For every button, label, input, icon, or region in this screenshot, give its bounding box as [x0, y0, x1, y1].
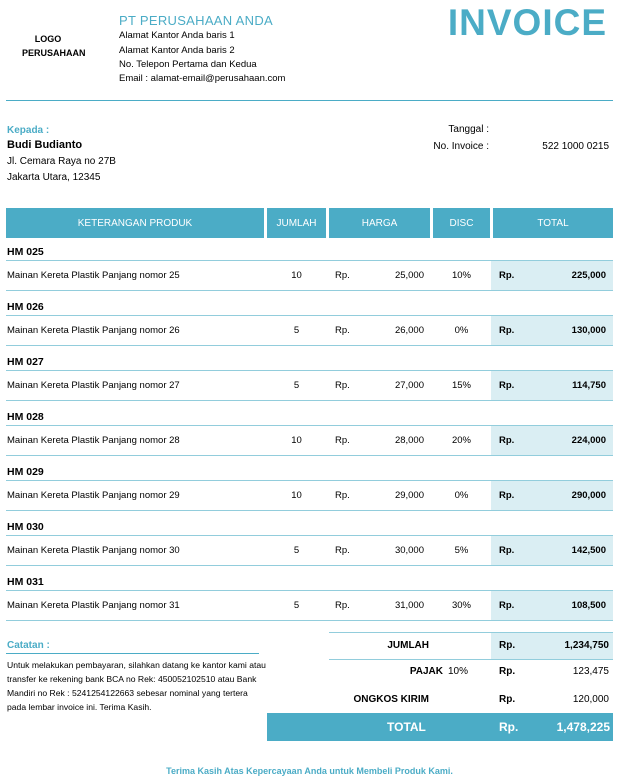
- company-address-line-1: Alamat Kantor Anda baris 1: [119, 30, 235, 41]
- subtotal-value: 1,234,750: [564, 640, 609, 651]
- item-discount: 10%: [451, 270, 471, 281]
- header-price: HARGA: [329, 208, 430, 238]
- item-quantity: 10: [291, 270, 302, 281]
- price-currency: Rp.: [335, 490, 350, 501]
- customer-address-line-1: Jl. Cemara Raya no 27B: [7, 156, 116, 167]
- total-currency: Rp.: [499, 435, 515, 446]
- item-quantity: 5: [293, 325, 300, 336]
- item-discount: 0%: [454, 325, 469, 336]
- tax-currency: Rp.: [499, 666, 516, 677]
- shipping-value: 120,000: [572, 694, 609, 705]
- item-total: 142,500: [571, 545, 606, 556]
- company-name: PT PERUSAHAAN ANDA: [119, 13, 273, 28]
- invoice-number-value: 522 1000 0215: [542, 141, 609, 152]
- price-currency: Rp.: [335, 600, 350, 611]
- header-divider: [6, 100, 613, 101]
- price-currency: Rp.: [335, 380, 350, 391]
- thank-you-note: Terima Kasih Atas Kepercayaan Anda untuk Membeli Produk Kami.: [166, 766, 453, 776]
- item-total: 130,000: [571, 325, 606, 336]
- tax-label: PAJAK: [409, 666, 443, 677]
- item-discount: 5%: [454, 545, 469, 556]
- tax-rate: 10%: [448, 666, 469, 677]
- item-discount: 20%: [451, 435, 471, 446]
- item-code: HM 027: [7, 356, 44, 368]
- tax-value: 123,475: [572, 666, 609, 677]
- item-code: HM 030: [7, 521, 44, 533]
- item-code: HM 025: [7, 246, 44, 258]
- item-description: Mainan Kereta Plastik Panjang nomor 31: [7, 600, 180, 611]
- item-quantity: 5: [293, 545, 300, 556]
- item-discount: 0%: [454, 490, 469, 501]
- item-quantity: 10: [291, 435, 302, 446]
- total-currency: Rp.: [499, 600, 515, 611]
- summary-divider: [329, 659, 613, 660]
- date-label: Tanggal :: [448, 124, 489, 135]
- table-row: [6, 370, 613, 401]
- item-price: 26,000: [394, 325, 424, 336]
- item-description: Mainan Kereta Plastik Panjang nomor 27: [7, 380, 180, 391]
- notes-text: Untuk melakukan pembayaran, silahkan datang ke kantor kami atau transfer ke rekening bank BCA no Rek: 450052102510 atau Bank Mandiri no Rek : 5241254122663 sebesar nominal yang tertera pada lembar invoice ini. Terima Kasih.: [7, 660, 266, 712]
- item-total: 108,500: [571, 600, 606, 611]
- table-row: [6, 315, 613, 346]
- grand-total-value: 1,478,225: [556, 720, 610, 734]
- price-currency: Rp.: [335, 435, 350, 446]
- logo-line-2: PERUSAHAAN: [22, 48, 86, 58]
- company-phone: No. Telepon Pertama dan Kedua: [119, 59, 257, 70]
- logo-line-1: LOGO: [34, 34, 62, 44]
- total-currency: Rp.: [499, 380, 515, 391]
- company-address-line-2: Alamat Kantor Anda baris 2: [119, 45, 235, 56]
- item-price: 28,000: [394, 435, 424, 446]
- shipping-currency: Rp.: [499, 694, 516, 705]
- item-price: 27,000: [394, 380, 424, 391]
- item-description: Mainan Kereta Plastik Panjang nomor 29: [7, 490, 180, 501]
- table-row: [6, 480, 613, 511]
- item-code: HM 028: [7, 411, 44, 423]
- table-row: [6, 590, 613, 621]
- item-price: 30,000: [394, 545, 424, 556]
- item-quantity: 10: [291, 490, 302, 501]
- recipient-label: Kepada :: [7, 125, 50, 136]
- item-discount: 15%: [451, 380, 471, 391]
- grand-total-label: TOTAL: [387, 720, 426, 734]
- item-price: 29,000: [394, 490, 424, 501]
- summary-divider: [329, 632, 613, 633]
- item-code: HM 029: [7, 466, 44, 478]
- invoice-number-label: No. Invoice :: [433, 141, 489, 152]
- total-currency: Rp.: [499, 325, 515, 336]
- item-quantity: 5: [293, 600, 300, 611]
- customer-name: Budi Budianto: [7, 139, 83, 151]
- item-description: Mainan Kereta Plastik Panjang nomor 26: [7, 325, 180, 336]
- header-description: KETERANGAN PRODUK: [6, 208, 264, 238]
- item-description: Mainan Kereta Plastik Panjang nomor 28: [7, 435, 180, 446]
- invoice-title: INVOICE: [447, 2, 607, 43]
- company-logo: [22, 32, 86, 60]
- table-row: [6, 260, 613, 291]
- price-currency: Rp.: [335, 325, 350, 336]
- item-total: 290,000: [571, 490, 606, 501]
- item-code: HM 026: [7, 301, 44, 313]
- item-total: 224,000: [571, 435, 606, 446]
- shipping-label: ONGKOS KIRIM: [353, 694, 429, 705]
- notes-label: Catatan :: [7, 640, 50, 651]
- item-code: HM 031: [7, 576, 44, 588]
- total-currency: Rp.: [499, 545, 515, 556]
- item-description: Mainan Kereta Plastik Panjang nomor 30: [7, 545, 180, 556]
- item-quantity: 5: [293, 380, 300, 391]
- subtotal-label: JUMLAH: [387, 640, 429, 651]
- customer-address-line-2: Jakarta Utara, 12345: [7, 172, 101, 183]
- item-discount: 30%: [451, 600, 471, 611]
- table-header: [6, 208, 613, 238]
- company-email: Email : alamat-email@perusahaan.com: [119, 73, 286, 84]
- item-total: 225,000: [571, 270, 606, 281]
- item-price: 31,000: [394, 600, 424, 611]
- item-total: 114,750: [572, 380, 606, 391]
- table-row: [6, 425, 613, 456]
- price-currency: Rp.: [335, 270, 350, 281]
- item-description: Mainan Kereta Plastik Panjang nomor 25: [7, 270, 180, 281]
- table-row: [6, 535, 613, 566]
- header-total: TOTAL: [493, 208, 613, 238]
- subtotal-currency: Rp.: [499, 640, 516, 651]
- header-quantity: JUMLAH: [267, 208, 326, 238]
- price-currency: Rp.: [335, 545, 350, 556]
- header-discount: DISC: [433, 208, 490, 238]
- total-currency: Rp.: [499, 490, 515, 501]
- total-currency: Rp.: [499, 270, 515, 281]
- notes-divider: [6, 653, 259, 654]
- grand-total-currency: Rp.: [499, 720, 519, 734]
- item-price: 25,000: [394, 270, 424, 281]
